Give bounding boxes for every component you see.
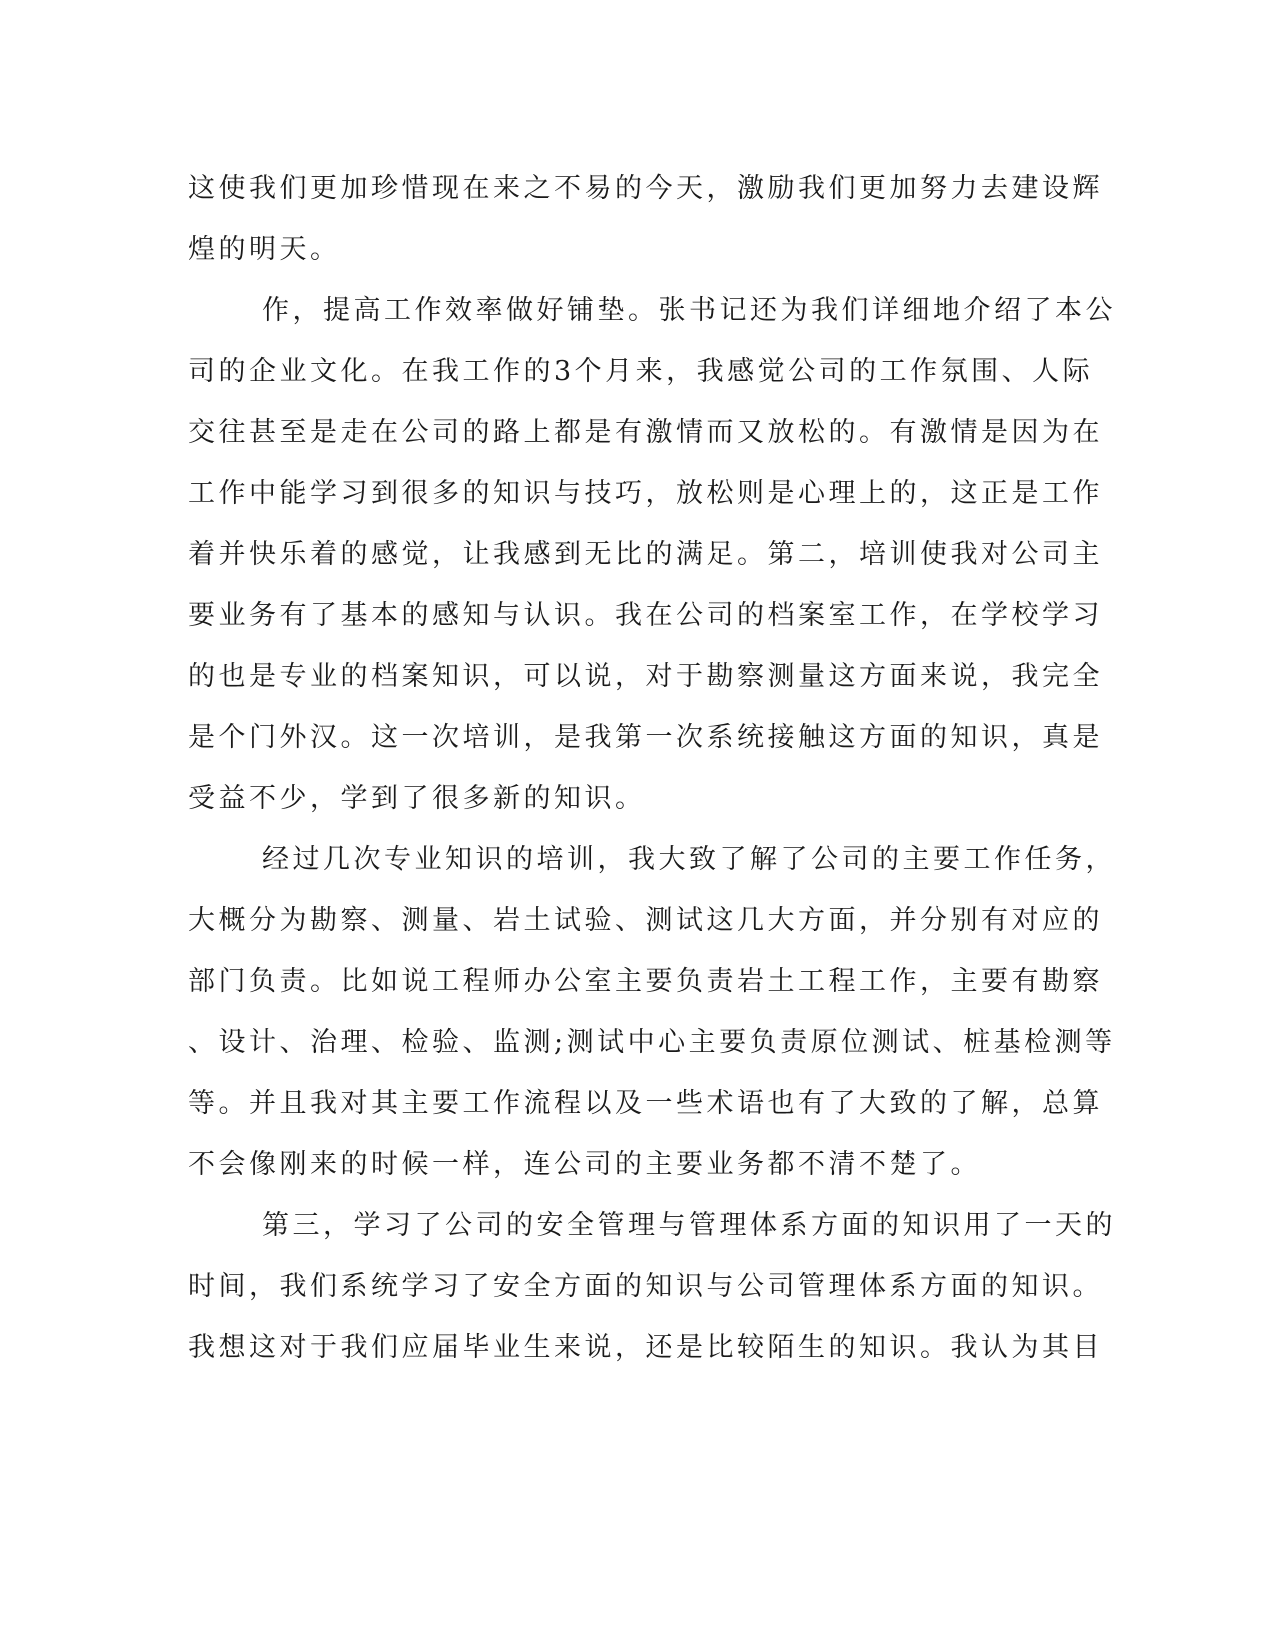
text-line: 、设计、治理、检验、监测;测试中心主要负责原位测试、桩基检测等 bbox=[188, 1027, 1116, 1058]
text-line: 等。并且我对其主要工作流程以及一些术语也有了大致的了解，总算 bbox=[188, 1088, 1103, 1119]
text-line: 交往甚至是走在公司的路上都是有激情而又放松的。有激情是因为在 bbox=[188, 417, 1103, 448]
text-line: 作，提高工作效率做好铺垫。张书记还为我们详细地介绍了本公 bbox=[262, 295, 1116, 326]
text-line: 要业务有了基本的感知与认识。我在公司的档案室工作，在学校学习 bbox=[188, 600, 1103, 631]
text-line: 受益不少，学到了很多新的知识。 bbox=[188, 783, 646, 814]
text-line: 大概分为勘察、测量、岩土试验、测试这几大方面，并分别有对应的 bbox=[188, 905, 1103, 936]
text-line: 这使我们更加珍惜现在来之不易的今天，激励我们更加努力去建设辉 bbox=[188, 173, 1103, 204]
text-line: 第三，学习了公司的安全管理与管理体系方面的知识用了一天的 bbox=[262, 1210, 1116, 1241]
text-line: 是个门外汉。这一次培训，是我第一次系统接触这方面的知识，真是 bbox=[188, 722, 1103, 753]
text-line: 部门负责。比如说工程师办公室主要负责岩土工程工作，主要有勘察 bbox=[188, 966, 1103, 997]
text-line: 经过几次专业知识的培训，我大致了解了公司的主要工作任务， bbox=[262, 844, 1116, 875]
text-line: 煌的明天。 bbox=[188, 234, 341, 265]
text-line: 工作中能学习到很多的知识与技巧，放松则是心理上的，这正是工作 bbox=[188, 478, 1103, 509]
text-line: 着并快乐着的感觉，让我感到无比的满足。第二，培训使我对公司主 bbox=[188, 539, 1103, 570]
text-line: 时间，我们系统学习了安全方面的知识与公司管理体系方面的知识。 bbox=[188, 1271, 1103, 1302]
document-body bbox=[188, 158, 1116, 1378]
text-line: 司的企业文化。在我工作的3个月来，我感觉公司的工作氛围、人际 bbox=[188, 356, 1094, 387]
text-line: 我想这对于我们应届毕业生来说，还是比较陌生的知识。我认为其目 bbox=[188, 1332, 1103, 1363]
text-line: 的也是专业的档案知识，可以说，对于勘察测量这方面来说，我完全 bbox=[188, 661, 1103, 692]
text-line: 不会像刚来的时候一样，连公司的主要业务都不清不楚了。 bbox=[188, 1149, 981, 1180]
